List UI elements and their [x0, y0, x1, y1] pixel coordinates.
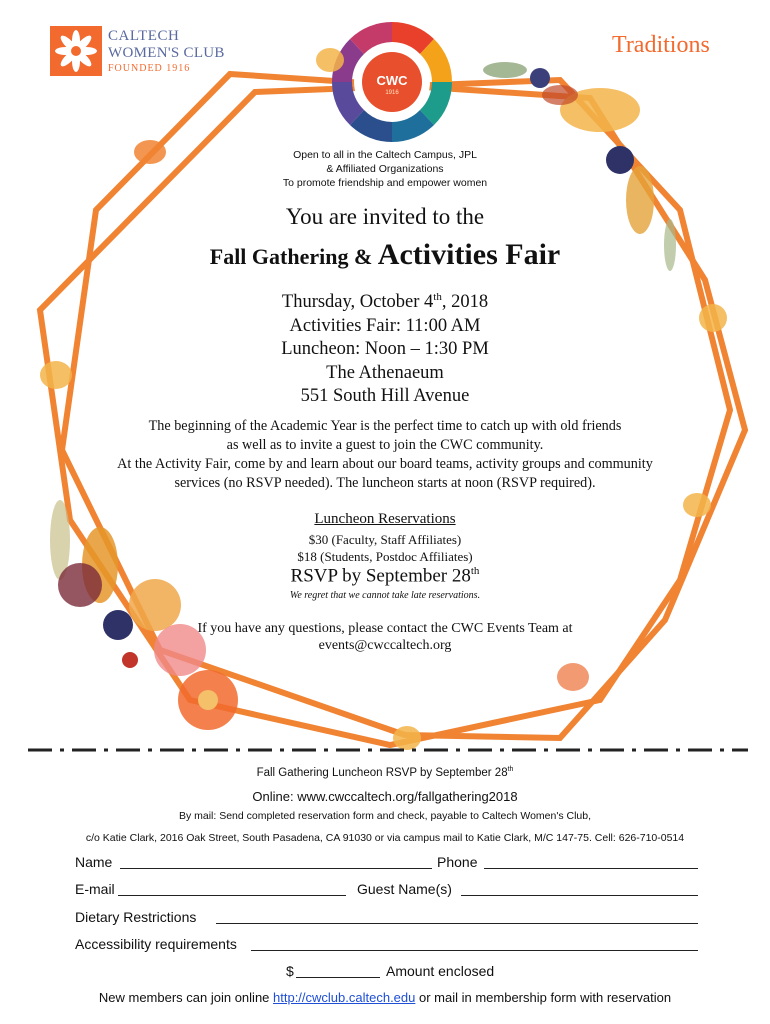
intro-line1: Open to all in the Caltech Campus, JPL: [293, 149, 477, 161]
event-title-part2: Activities Fair: [377, 238, 561, 271]
intro-line3: To promote friendship and empower women: [282, 177, 488, 189]
email-field[interactable]: [118, 895, 346, 896]
accessibility-label: Accessibility requirements: [75, 936, 237, 952]
description-line3: At the Activity Fair, come by and learn about our board teams, activity groups and community: [117, 456, 653, 472]
phone-field[interactable]: [484, 868, 698, 869]
dietary-label: Dietary Restrictions: [75, 909, 197, 925]
price-list: [0, 531, 770, 565]
contact-line: If you have any questions, please contact the CWC Events Team at: [197, 621, 573, 636]
dollar-sign: $: [286, 963, 294, 979]
event-venue: The Athenaeum: [326, 362, 444, 383]
description: [0, 417, 770, 493]
event-luncheon-time: Luncheon: Noon – 1:30 PM: [281, 339, 489, 360]
badge-year: 1916: [385, 90, 399, 96]
invited-line: You are invited to the: [285, 204, 485, 229]
phone-label: Phone: [437, 854, 478, 870]
accessibility-field[interactable]: [251, 950, 698, 951]
logo-text-line1: CALTECH: [108, 28, 180, 44]
amount-field[interactable]: [296, 977, 380, 978]
rsvp-deadline: RSVP by September 28th: [290, 565, 480, 587]
event-title: [0, 238, 770, 272]
guest-field[interactable]: [461, 895, 698, 896]
contact-email[interactable]: events@cwccaltech.org: [318, 638, 452, 653]
footer-text-pre: New members can join online: [98, 990, 274, 1005]
footer-note: [0, 990, 770, 1005]
dietary-field[interactable]: [216, 923, 698, 924]
description-line2: as well as to invite a guest to join the CWC community.: [226, 437, 544, 453]
event-address: 551 South Hill Avenue: [300, 386, 470, 407]
price-faculty: $30 (Faculty, Staff Affiliates): [308, 532, 462, 547]
mail-instructions-line2: c/o Katie Clark, 2016 Oak Street, South Pasadena, CA 91030 or via campus mail to Katie Clark, M/C 147-75. Cell: 626-710-0514: [85, 832, 685, 844]
badge-text: CWC: [376, 73, 408, 88]
event-details: [0, 286, 770, 409]
event-date: Thursday, October 4th, 2018: [281, 291, 489, 313]
mail-instructions-line1: By mail: Send completed reservation form and check, payable to Caltech Women's Club,: [178, 810, 592, 822]
email-label: E-mail: [75, 881, 115, 897]
contact-block: [0, 620, 770, 654]
name-field[interactable]: [120, 868, 432, 869]
amount-label: Amount enclosed: [386, 963, 495, 979]
intro-block: [0, 148, 770, 190]
description-line1: The beginning of the Academic Year is the perfect time to catch up with old friends: [148, 418, 622, 434]
footer-text-post: or mail in membership form with reservation: [415, 990, 672, 1005]
logo-text-line2: WOMEN'S CLUB: [108, 45, 225, 61]
guest-label: Guest Name(s): [357, 881, 452, 897]
description-line4: services (no RSVP needed). The luncheon starts at noon (RSVP required).: [174, 475, 596, 491]
event-fair-time: Activities Fair: 11:00 AM: [289, 315, 481, 336]
price-students: $18 (Students, Postdoc Affiliates): [297, 549, 473, 564]
event-title-part1: Fall Gathering &: [209, 244, 378, 269]
reservations-heading: Luncheon Reservations: [314, 511, 456, 527]
online-rsvp[interactable]: Online: www.cwccaltech.org/fallgathering2018: [252, 789, 518, 804]
late-regret-note: We regret that we cannot take late reservations.: [289, 590, 481, 601]
intro-line2: & Affiliated Organizations: [326, 163, 444, 175]
name-label: Name: [75, 854, 113, 870]
cwc-logo-icon: [50, 26, 102, 76]
membership-link[interactable]: http://cwclub.caltech.edu: [273, 990, 416, 1005]
traditions-label: Traditions: [612, 32, 710, 58]
logo-text-line3: FOUNDED 1916: [108, 63, 191, 74]
form-title: Fall Gathering Luncheon RSVP by September 28th: [256, 766, 514, 779]
